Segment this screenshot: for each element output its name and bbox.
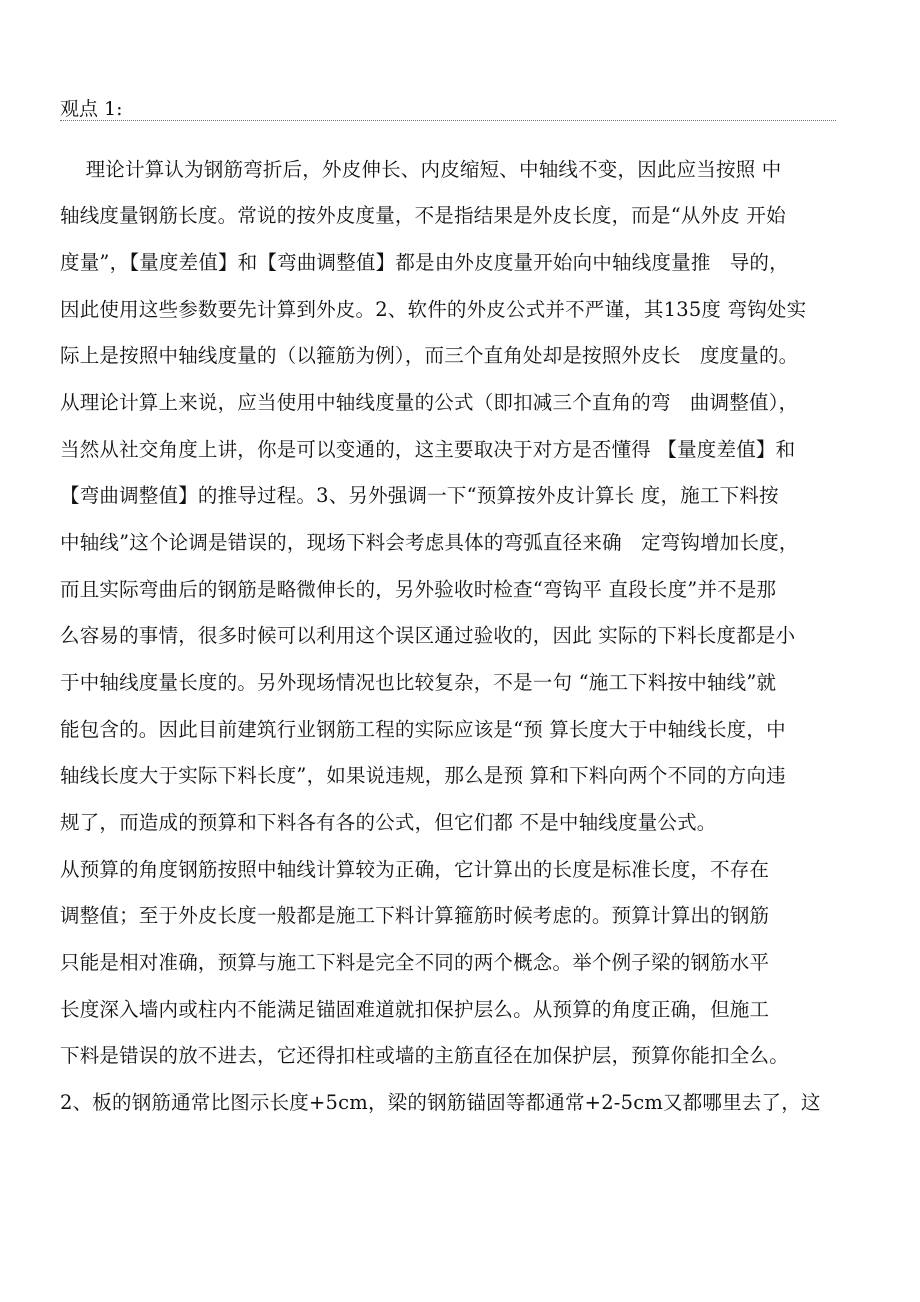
text-line: 2、板的钢筋通常比图示长度+5cm，梁的钢筋锚固等都通常+2-5cm又都哪里去了，这 [60,1091,821,1114]
text-line: 于中轴线度量长度的。另外现场情况也比较复杂，不是一句 “施工下料按中轴线”就 [60,671,777,694]
text-line: 下料是错误的放不进去，它还得扣柱或墙的主筋直径在加保护层，预算你能扣全么。 [60,1044,789,1067]
heading-divider [60,120,836,121]
text-line: 因此使用这些参数要先计算到外皮。2、软件的外皮公式并不严谨，其135度 弯钩处实 [60,298,807,321]
text-line: 么容易的事情，很多时候可以利用这个误区通过验收的，因此 实际的下料长度都是小 [60,624,796,647]
section-heading: 观点 1: [60,98,123,120]
text-line: 只能是相对准确，预算与施工下料是完全不同的两个概念。举个例子梁的钢筋水平 [60,951,770,974]
text-line: 调整值；至于外皮长度一般都是施工下料计算箍筋时候考虑的。预算计算出的钢筋 [60,904,770,927]
text-line: 当然从社交角度上讲，你是可以变通的，这主要取决于对方是否懂得 【量度差值】和 [60,438,796,461]
text-line: 而且实际弯曲后的钢筋是略微伸长的，另外验收时检查“弯钩平 直段长度”并不是那 [60,578,777,601]
text-line: 能包含的。因此目前建筑行业钢筋工程的实际应该是“预 算长度大于中轴线长度，中 [60,718,786,741]
text-line: 长度深入墙内或柱内不能满足锚固难道就扣保护层么。从预算的角度正确，但施工 [60,998,770,1021]
text-line: 际上是按照中轴线度量的（以箍筋为例），而三个直角处却是按照外皮长 度度量的。 [60,344,799,367]
text-line: 从预算的角度钢筋按照中轴线计算较为正确，它计算出的长度是标准长度，不存在 [60,858,770,881]
text-line: 理论计算认为钢筋弯折后，外皮伸长、内皮缩短、中轴线不变，因此应当按照 中 [60,158,782,181]
text-line: 从理论计算上来说，应当使用中轴线度量的公式（即扣减三个直角的弯 曲调整值）， [60,391,799,414]
text-line: 度量”，【量度差值】和【弯曲调整值】都是由外皮度量开始向中轴线度量推 导的， [60,251,789,274]
text-line: 轴线长度大于实际下料长度”，如果说违规，那么是预 算和下料向两个不同的方向违 [60,764,786,787]
text-line: 规了，而造成的预算和下料各有各的公式，但它们都 不是中轴线度量公式。 [60,811,717,834]
text-line: 【弯曲调整值】的推导过程。3、另外强调一下“预算按外皮计算长 度，施工下料按 [60,484,779,507]
text-line: 轴线度量钢筋长度。常说的按外皮度量，不是指结果是外皮长度，而是“从外皮 开始 [60,204,786,227]
text-line: 中轴线”这个论调是错误的，现场下料会考虑具体的弯弧直径来确 定弯钩增加长度， [60,531,799,554]
